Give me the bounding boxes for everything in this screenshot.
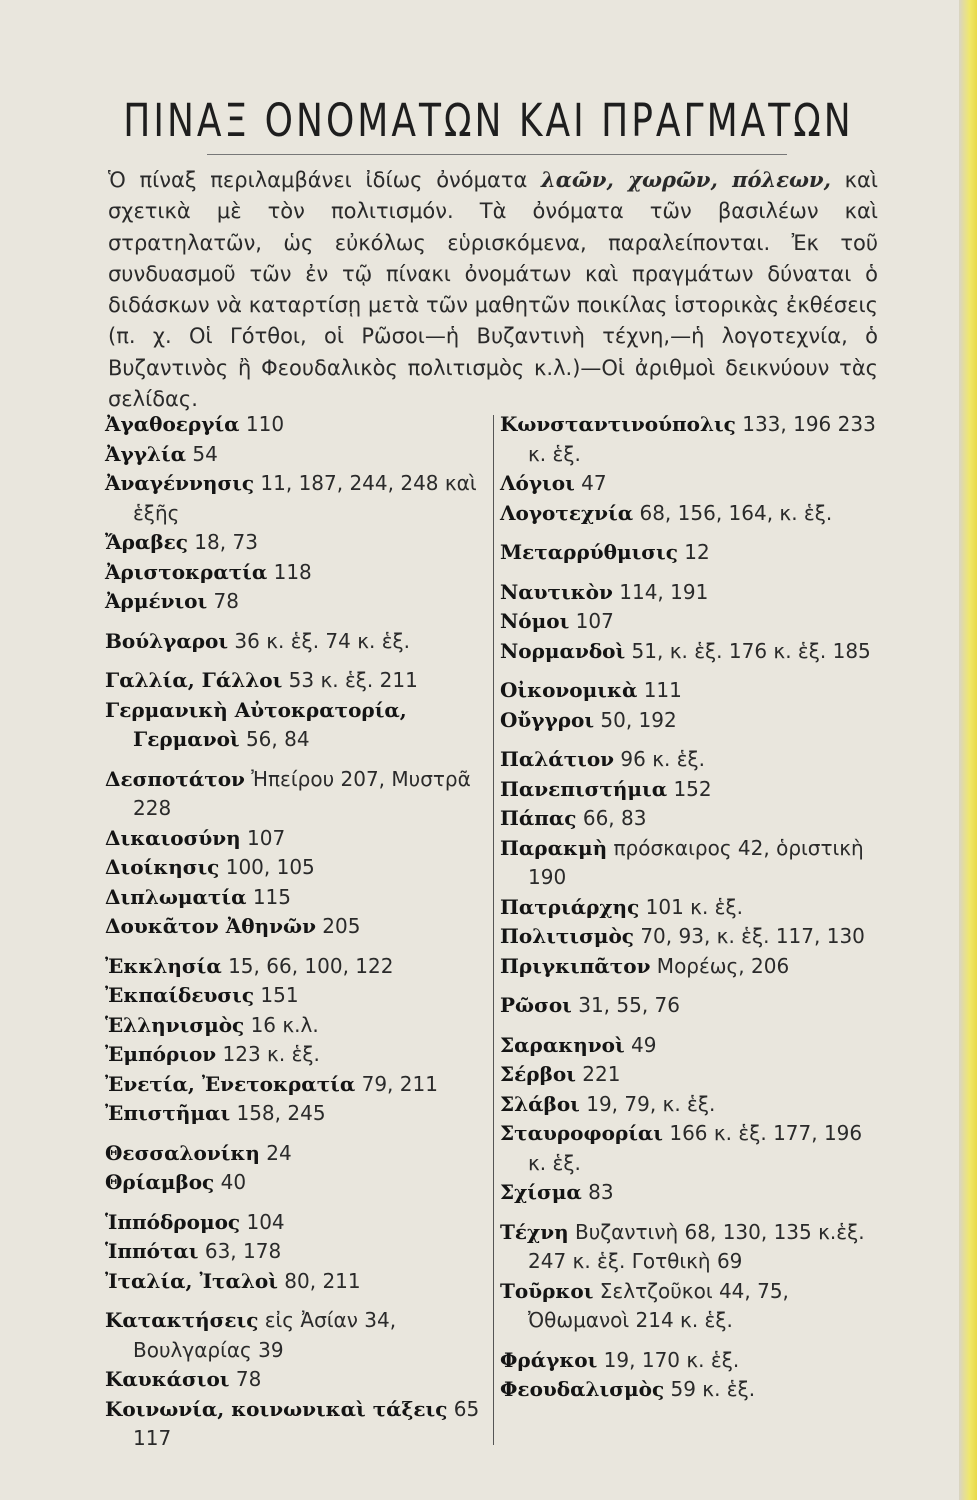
index-entry [105, 440, 490, 470]
entry-pages: εἰς Ἀσίαν 34, Βουλγαρίας 39 [133, 1308, 397, 1362]
entry-head: Πάπας [500, 806, 577, 830]
entry-head: Παλάτιον [500, 747, 615, 771]
index-entry [500, 676, 880, 706]
intro-paragraph [108, 164, 878, 415]
index-entry [105, 627, 490, 657]
entry-head: Τοῦρκοι [500, 1278, 594, 1303]
entry-head: Σχίσμα [500, 1180, 582, 1204]
index-entry [500, 1346, 880, 1376]
entry-pages: 111 [637, 678, 682, 702]
entry-head: Διοίκησις [105, 855, 220, 879]
index-entry [105, 952, 490, 982]
index-entry [500, 706, 880, 736]
entry-pages: 11, 187, 244, 248 καὶ ἑξῆς [133, 471, 477, 525]
index-entry [500, 1375, 880, 1405]
entry-pages: 53 κ. ἑξ. 211 [282, 668, 418, 692]
entry-pages: πρόσκαιρος 42, ὁριστικὴ 190 [528, 835, 864, 889]
entry-pages: 59 κ. ἑξ. [664, 1377, 756, 1401]
index-entry [105, 469, 490, 528]
index-entry [105, 824, 490, 854]
index-entry [500, 1218, 880, 1277]
entry-head: Μεταρρύθμισις [500, 540, 678, 564]
entry-pages: 50, 192 [594, 707, 677, 732]
entry-head: Ἐκπαίδευσις [105, 983, 255, 1007]
entry-pages: 158, 245 [230, 1101, 326, 1125]
entry-pages: 56, 84 [239, 727, 310, 751]
entry-pages: 36 κ. ἑξ. 74 κ. ἑξ. [228, 628, 411, 653]
entry-pages: 114, 191 [612, 579, 709, 604]
index-entry [105, 410, 490, 440]
index-entry [500, 538, 880, 568]
index-entry [500, 410, 880, 469]
entry-pages: 78 [229, 1367, 262, 1391]
entry-head: Κατακτήσεις [105, 1308, 259, 1332]
entry-pages: 24 [259, 1140, 292, 1165]
page-edge [959, 0, 977, 1500]
entry-pages: 101 κ. ἑξ. [639, 894, 743, 919]
index-entry [105, 765, 490, 824]
index-entry [105, 666, 490, 696]
entry-pages: 54 [186, 441, 218, 466]
entry-pages: 205 [315, 914, 361, 938]
entry-head: Οἰκονομικὰ [500, 678, 638, 702]
entry-head: Ἀγαθοεργία [105, 412, 240, 436]
index-entry [105, 1040, 490, 1070]
index-column-left [105, 410, 490, 1454]
entry-head: Γαλλία, Γάλλοι [105, 668, 283, 692]
entry-head: Λογοτεχνία [500, 500, 634, 525]
entry-pages: 47 [574, 471, 607, 495]
column-divider [493, 415, 494, 1445]
entry-pages: 100, 105 [219, 855, 315, 879]
entry-head: Ἀναγέννησις [105, 471, 255, 495]
entry-pages: 79, 211 [355, 1071, 438, 1096]
entry-head: Παρακμὴ [500, 835, 608, 860]
entry-head: Βούλγαροι [105, 628, 229, 653]
entry-pages: 51, κ. ἑξ. 176 κ. ἑξ. 185 [625, 638, 871, 663]
entry-head: Σταυροφορίαι [500, 1121, 663, 1145]
index-entry [500, 745, 880, 775]
entry-head: Ἐμπόριον [105, 1042, 217, 1066]
entry-pages: 115 [246, 884, 291, 909]
entry-pages: 19, 79, κ. ἑξ. [579, 1091, 716, 1116]
entry-pages: 166 κ. ἑξ. 177, 196 κ. ἑξ. [528, 1121, 863, 1175]
entry-head: Ἱππόδρομος [105, 1209, 241, 1234]
entry-head: Λόγιοι [500, 471, 575, 495]
entry-head: Φράγκοι [500, 1347, 598, 1372]
entry-head: Σέρβοι [500, 1062, 576, 1086]
index-entry [500, 1277, 880, 1336]
entry-pages: 152 [667, 776, 712, 801]
entry-pages: 118 [267, 559, 312, 584]
entry-head: Κοινωνία, κοινωνικαὶ τάξεις [105, 1396, 448, 1421]
entry-pages: Σελτζοῦκοι 44, 75, Ὀθωμανοὶ 214 κ. ἑξ. [528, 1278, 789, 1332]
index-entry [105, 912, 490, 942]
entry-head: Πολιτισμὸς [500, 924, 634, 948]
entry-head: Κωνσταντινούπολις [500, 412, 736, 436]
entry-head: Πατριάρχης [500, 894, 640, 919]
entry-head: Ἀριστοκρατία [105, 559, 268, 584]
entry-pages: 104 [240, 1209, 285, 1234]
entry-pages: 70, 93, κ. ἑξ. 117, 130 [633, 924, 865, 948]
index-entry [105, 981, 490, 1011]
entry-pages: Βυζαντινὴ 68, 130, 135 κ.ἑξ. 247 κ. ἑξ. Γοτθικὴ 69 [528, 1219, 865, 1273]
index-entry [500, 1060, 880, 1090]
index-entry [105, 853, 490, 883]
entry-head: Ναυτικὸν [500, 579, 613, 604]
index-entry [500, 804, 880, 834]
index-entry [500, 834, 880, 893]
index-entry [500, 991, 880, 1021]
entry-head: Σαρακηνοὶ [500, 1032, 625, 1057]
entry-pages: 65 117 [133, 1396, 480, 1450]
entry-head: Ἄραβες [105, 530, 188, 554]
entry-pages: Μορέως, 206 [650, 953, 790, 978]
entry-head: Ἱππόται [105, 1239, 199, 1263]
entry-head: Τέχνη [500, 1219, 569, 1244]
entry-pages: 15, 66, 100, 122 [221, 953, 394, 978]
entry-pages: 110 [239, 412, 285, 436]
index-entry [105, 1139, 490, 1169]
index-entry [105, 1011, 490, 1041]
entry-head: Γερμανικὴ Αὐτοκρατορία, Γερμανοὶ [105, 697, 407, 751]
entry-pages: 68, 156, 164, κ. ἑξ. [633, 500, 833, 525]
entry-pages: 133, 196 233 κ. ἑξ. [528, 412, 876, 466]
entry-pages: 78 [207, 589, 239, 613]
index-entry [500, 1031, 880, 1061]
entry-pages: 16 κ.λ. [244, 1012, 319, 1037]
index-entry [105, 1365, 490, 1395]
entry-head: Ἀρμένιοι [105, 589, 208, 613]
entry-pages: 19, 170 κ. ἑξ. [597, 1347, 740, 1372]
intro-bold-terms: λαῶν, χωρῶν, πόλεων, [541, 167, 831, 192]
index-entry [500, 893, 880, 923]
entry-head: Ἑλληνισμὸς [105, 1012, 245, 1037]
entry-head: Πανεπιστήμια [500, 776, 668, 801]
entry-head: Ἀγγλία [105, 441, 187, 466]
entry-head: Φεουδαλισμὸς [500, 1377, 665, 1401]
index-entry [500, 922, 880, 952]
index-entry [500, 1090, 880, 1120]
entry-head: Δικαιοσύνη [105, 825, 241, 850]
entry-pages: 221 [575, 1062, 621, 1086]
index-entry [105, 1237, 490, 1267]
index-column-right [500, 410, 880, 1405]
entry-head: Θεσσαλονίκη [105, 1140, 260, 1165]
index-entry [105, 1306, 490, 1365]
entry-head: Σλάβοι [500, 1091, 580, 1116]
index-entry [105, 1168, 490, 1198]
entry-head: Καυκάσιοι [105, 1367, 230, 1391]
entry-head: Δεσποτάτον [105, 766, 245, 791]
intro-text-1: Ὁ πίναξ περιλαμβάνει ἰδίως ὀνόματα [108, 168, 542, 192]
entry-head: Θρίαμβος [105, 1170, 215, 1194]
entry-head: Νόμοι [500, 609, 570, 633]
entry-pages: 31, 55, 76 [571, 993, 680, 1017]
index-entry [105, 1070, 490, 1100]
entry-pages: 49 [624, 1032, 657, 1057]
entry-pages: 63, 178 [198, 1239, 282, 1263]
index-entry [105, 1267, 490, 1297]
entry-pages: 12 [677, 540, 710, 564]
entry-pages: 151 [254, 983, 299, 1007]
index-entry [500, 1178, 880, 1208]
entry-head: Ἰταλία, Ἰταλοὶ [105, 1268, 278, 1293]
entry-pages: 107 [240, 825, 286, 850]
index-entry [500, 499, 880, 529]
entry-pages: 40 [214, 1170, 247, 1194]
index-entry [105, 883, 490, 913]
entry-pages: 80, 211 [277, 1268, 361, 1293]
entry-head: Δουκᾶτον Ἀθηνῶν [105, 914, 316, 938]
page-title: ΠΙΝΑΞ ΟΝΟΜΑΤΩΝ ΚΑΙ ΠΡΑΓΜΑΤΩΝ [123, 96, 854, 148]
entry-head: Πριγκιπᾶτον [500, 953, 651, 978]
index-entry [500, 1119, 880, 1178]
entry-pages: 123 κ. ἑξ. [216, 1042, 320, 1066]
entry-head: Οὔγγροι [500, 707, 595, 732]
entry-head: Ἐκκλησία [105, 953, 222, 978]
index-entry [105, 696, 490, 755]
entry-head: Διπλωματία [105, 884, 247, 909]
index-entry [105, 1208, 490, 1238]
index-entry [500, 637, 880, 667]
index-entry [500, 775, 880, 805]
index-entry [105, 528, 490, 558]
entry-pages: 66, 83 [576, 806, 647, 830]
intro-text-2: καὶ σχετικὰ μὲ τὸν πολιτισμόν. Τὰ ὀνόματα τῶν βασιλέων καὶ στρατηλατῶν, ὡς εὐκόλως εὑρισκόμενα, παραλείπονται. Ἐκ τοῦ συνδυασμοῦ τῶν ἐν τῷ πίνακι ὀνομάτων καὶ πραγμάτων δύναται ὁ διδάσκων νὰ καταρτίσῃ μετὰ τῶν μαθητῶν ποικίλας ἱστορικὰς ἐκθέσεις (π. χ. Οἱ Γότθοι, οἱ Ρῶσοι—ἡ Βυζαντινὴ τέχνη,—ἡ λογοτεχνία, ὁ Βυζαντινὸς ἢ Φεουδαλικὸς πολιτισμὸς κ.λ.)—Οἱ ἀριθμοὶ δεικνύουν τὰς σελίδας. [108, 168, 878, 412]
index-entry [500, 578, 880, 608]
entry-pages: Ἠπείρου 207, Μυστρᾶ 228 [133, 766, 471, 820]
entry-pages: 83 [581, 1180, 614, 1204]
index-entry [105, 558, 490, 588]
index-entry [500, 952, 880, 982]
entry-head: Νορμανδοὶ [500, 638, 626, 663]
entry-pages: 18, 73 [187, 530, 258, 554]
index-entry [105, 1395, 490, 1454]
entry-pages: 96 κ. ἑξ. [614, 747, 706, 771]
index-entry [105, 1099, 490, 1129]
entry-head: Ἐνετία, Ἐνετοκρατία [105, 1071, 356, 1096]
index-entry [500, 469, 880, 499]
index-entry [500, 607, 880, 637]
entry-head: Ρῶσοι [500, 993, 572, 1017]
entry-head: Ἐπιστῆμαι [105, 1101, 231, 1125]
title-underline [207, 154, 787, 155]
entry-pages: 107 [569, 609, 614, 633]
index-entry [105, 587, 490, 617]
